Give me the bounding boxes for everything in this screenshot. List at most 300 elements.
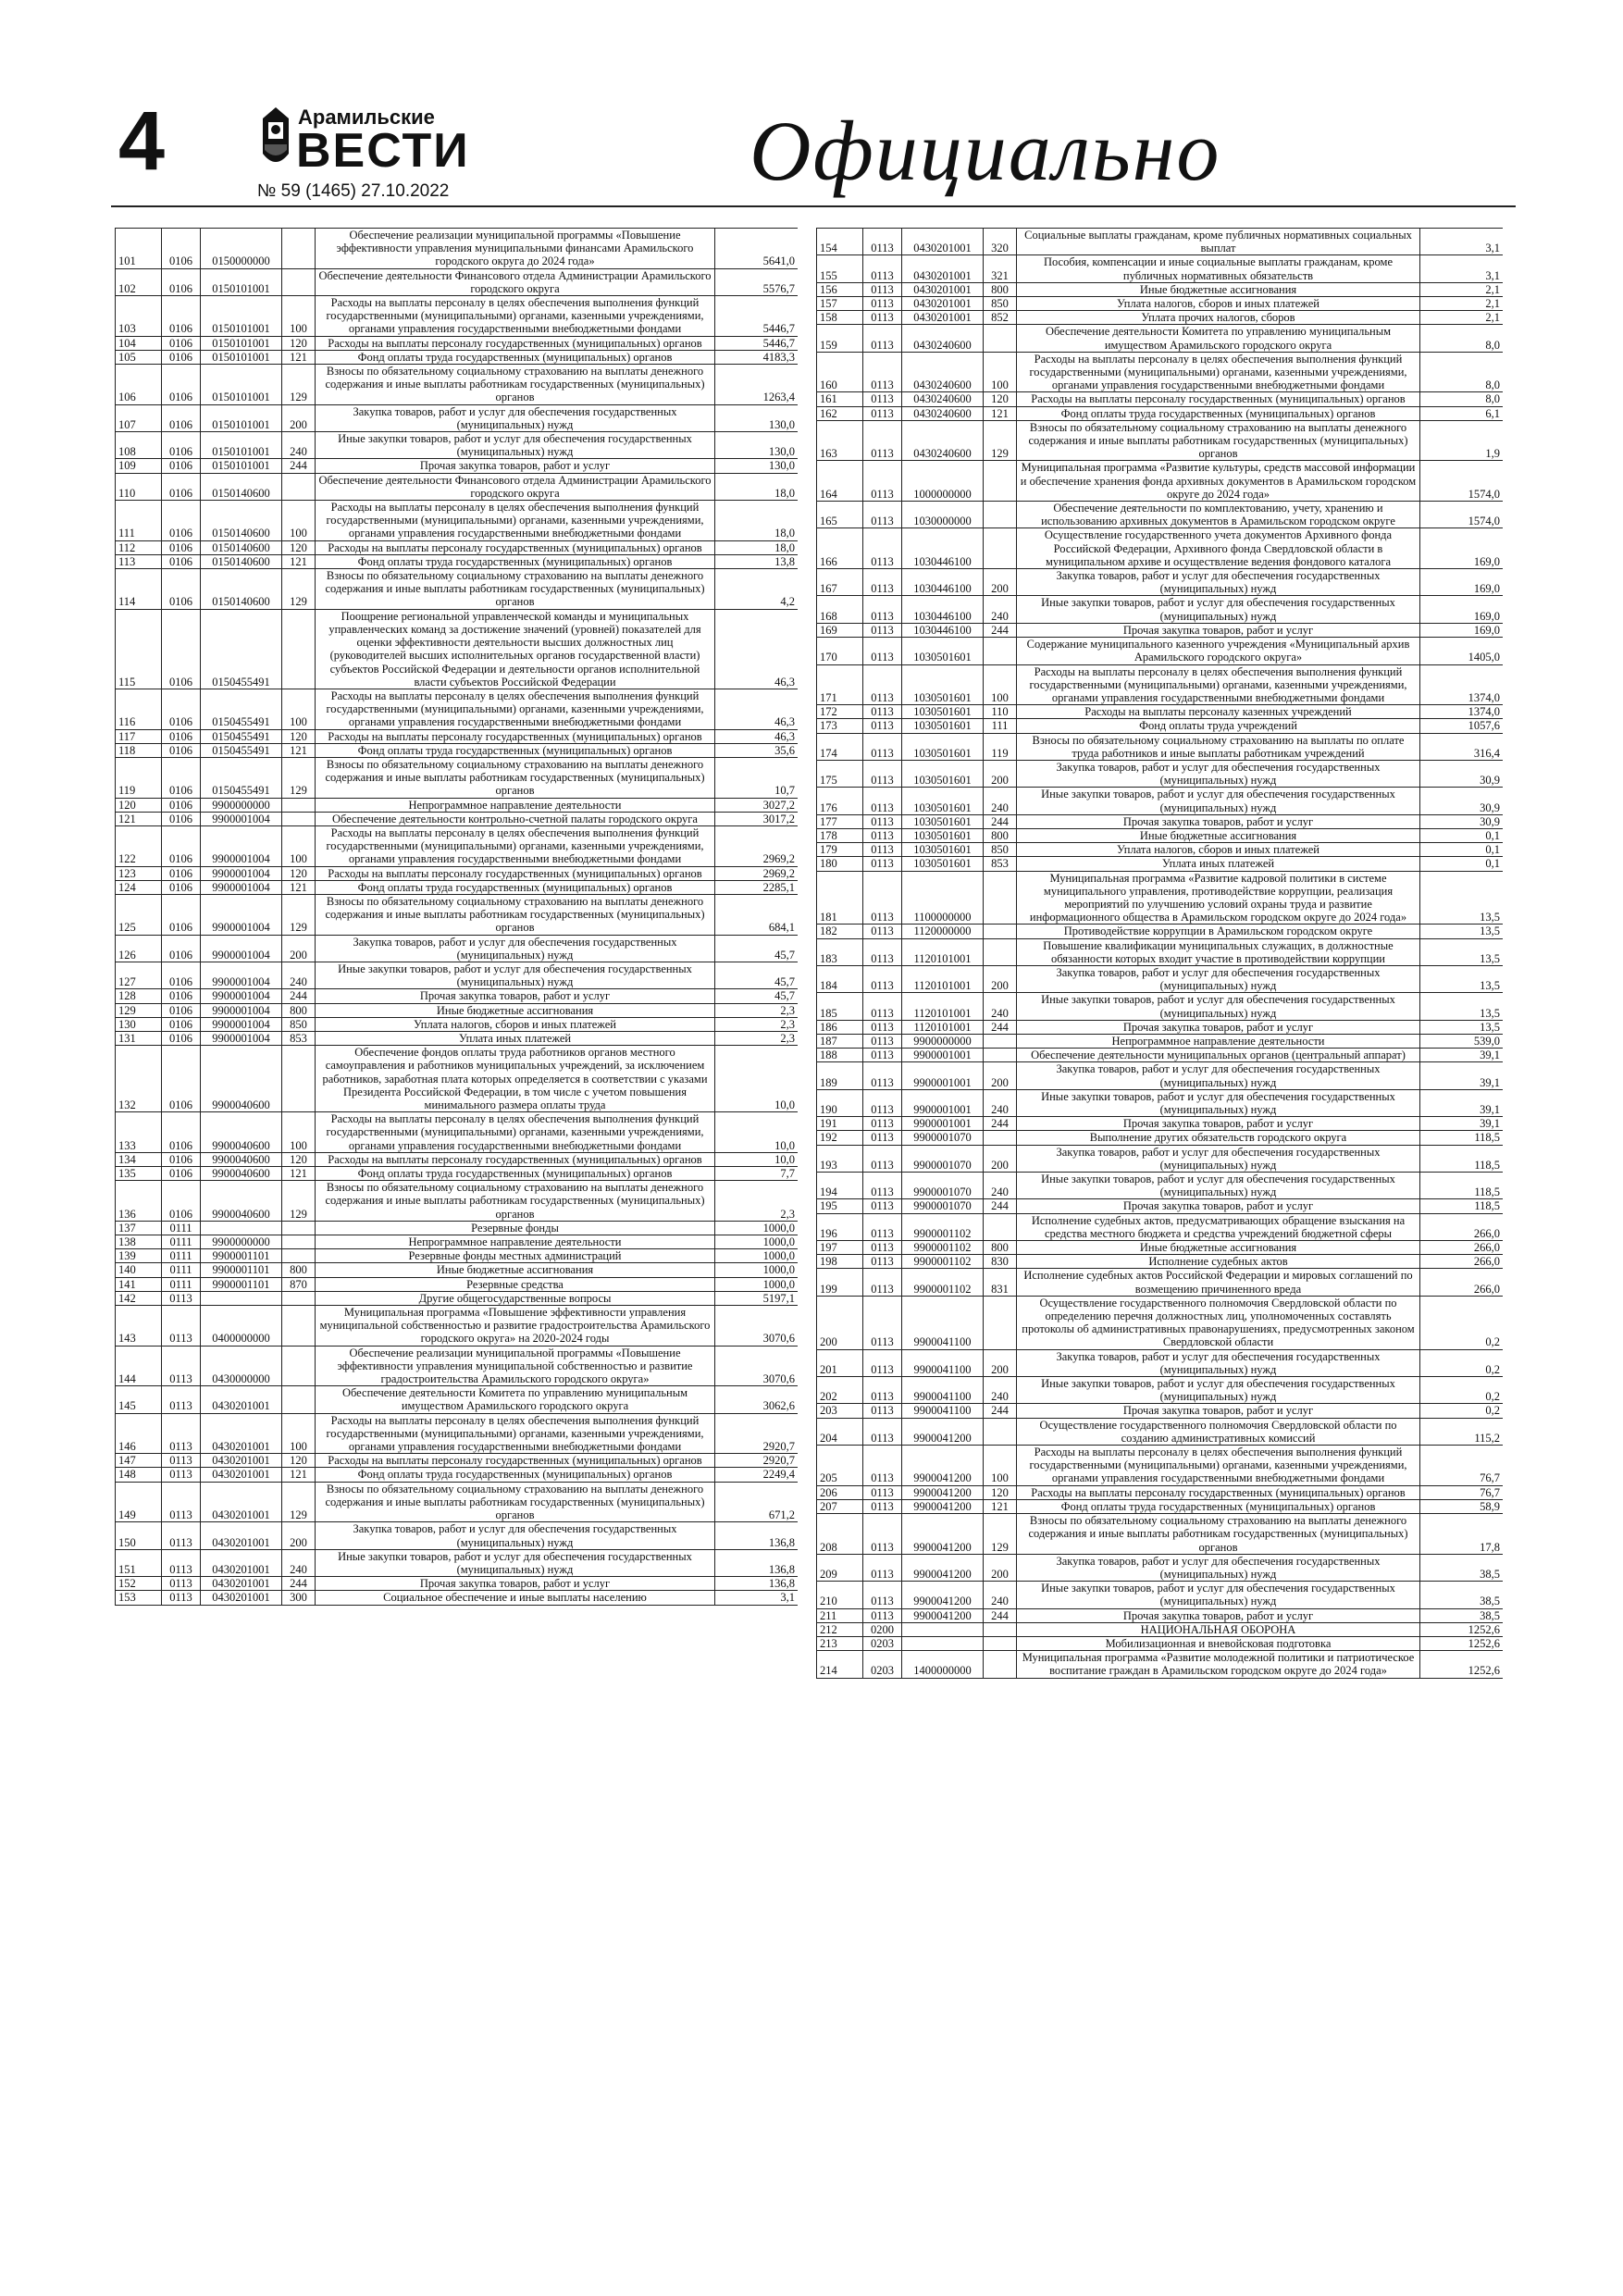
- row-number: 137: [116, 1221, 162, 1235]
- section-code: 0106: [162, 1017, 201, 1031]
- table-row: [817, 1608, 1504, 1622]
- section-code: 0113: [863, 229, 902, 255]
- expense-type: 244: [984, 1199, 1017, 1213]
- amount: 8,0: [1420, 352, 1504, 392]
- description: Непрограммное направление деятельности: [316, 798, 715, 812]
- row-number: 129: [116, 1003, 162, 1017]
- table-row: [116, 1017, 799, 1031]
- description: Взносы по обязательному социальному страхованию на выплаты денежного содержания и иные выплаты работникам государственных (муниципальных) органов: [316, 569, 715, 610]
- description: Обеспечение деятельности Финансового отдела Администрации Арамильского городского округа: [316, 473, 715, 500]
- target-code: 0430201001: [201, 1482, 282, 1522]
- expense-type: [984, 528, 1017, 569]
- section-code: 0106: [162, 894, 201, 935]
- expense-type: 100: [984, 664, 1017, 705]
- expense-type: 244: [282, 459, 316, 473]
- amount: 1000,0: [715, 1249, 799, 1263]
- target-code: 9900001001: [902, 1062, 984, 1089]
- amount: 169,0: [1420, 528, 1504, 569]
- amount: 1057,6: [1420, 719, 1504, 733]
- expense-type: 121: [282, 880, 316, 894]
- section-code: 0106: [162, 365, 201, 405]
- row-number: 114: [116, 569, 162, 610]
- description: Исполнение судебных актов: [1017, 1255, 1420, 1269]
- expense-type: 100: [282, 689, 316, 729]
- row-number: 155: [817, 255, 863, 282]
- table-row: [817, 733, 1504, 760]
- row-number: 149: [116, 1482, 162, 1522]
- description: Обеспечение фондов оплаты труда работников органов местного самоуправления и работников муниципальных учреждений, за исключением работников, заработная плата которых определяется в соответствии с указами Президента Российской Федерации, в том числе с учетом повышения минимального размера оплаты труда: [316, 1046, 715, 1112]
- expense-type: 129: [282, 757, 316, 798]
- expense-type: [282, 812, 316, 825]
- description: Прочая закупка товаров, работ и услуг: [1017, 1020, 1420, 1034]
- table-row: [116, 1291, 799, 1305]
- table-row: [116, 404, 799, 431]
- target-code: 0150101001: [201, 336, 282, 350]
- expense-type: 244: [984, 1117, 1017, 1131]
- amount: 6,1: [1420, 406, 1504, 420]
- amount: 0,2: [1420, 1377, 1504, 1404]
- target-code: 9900001004: [201, 989, 282, 1003]
- amount: 13,5: [1420, 965, 1504, 992]
- target-code: 1030501601: [902, 843, 984, 857]
- description: Осуществление государственного учета документов Архивного фонда Российской Федерации, Архивного фонда Свердловской области в муниципальном архиве и осуществление ведения фондового каталога: [1017, 528, 1420, 569]
- section-code: 0113: [863, 1554, 902, 1581]
- section-code: 0113: [863, 993, 902, 1020]
- target-code: 9900001004: [201, 880, 282, 894]
- target-code: 0150455491: [201, 743, 282, 757]
- expense-type: [984, 938, 1017, 965]
- amount: 118,5: [1420, 1131, 1504, 1145]
- amount: 46,3: [715, 689, 799, 729]
- description: Обеспечение деятельности Комитета по управлению муниципальным имуществом Арамильского городского округа: [1017, 325, 1420, 352]
- amount: 266,0: [1420, 1213, 1504, 1240]
- amount: 136,8: [715, 1549, 799, 1576]
- expense-type: 800: [984, 282, 1017, 296]
- section-code: 0113: [863, 406, 902, 420]
- section-code: 0113: [162, 1454, 201, 1468]
- amount: 0,2: [1420, 1349, 1504, 1376]
- table-row: [116, 554, 799, 568]
- section-code: 0113: [863, 857, 902, 871]
- row-number: 200: [817, 1296, 863, 1349]
- row-number: 148: [116, 1468, 162, 1482]
- table-row: [817, 1377, 1504, 1404]
- expense-type: 200: [984, 965, 1017, 992]
- section-code: 0106: [162, 743, 201, 757]
- target-code: 0430240600: [902, 420, 984, 461]
- row-number: 123: [116, 866, 162, 880]
- expense-type: 121: [282, 554, 316, 568]
- target-code: 0150101001: [201, 365, 282, 405]
- table-row: [817, 965, 1504, 992]
- section-code: 0113: [863, 623, 902, 637]
- expense-type: [984, 325, 1017, 352]
- target-code: 0150140600: [201, 569, 282, 610]
- amount: 1574,0: [1420, 461, 1504, 502]
- target-code: 1030446100: [902, 596, 984, 623]
- row-number: 196: [817, 1213, 863, 1240]
- row-number: 119: [116, 757, 162, 798]
- row-number: 181: [817, 871, 863, 925]
- row-number: 192: [817, 1131, 863, 1145]
- table-row: [817, 925, 1504, 938]
- description: Содержание муниципального казенного учреждения «Муниципальный архив Арамильского городского округа»: [1017, 638, 1420, 664]
- amount: 39,1: [1420, 1049, 1504, 1062]
- row-number: 160: [817, 352, 863, 392]
- amount: 1000,0: [715, 1235, 799, 1249]
- table-row: [116, 1522, 799, 1549]
- budget-table-left: [115, 228, 798, 2277]
- amount: 2,3: [715, 1017, 799, 1031]
- expense-type: 120: [282, 1454, 316, 1468]
- expense-type: 240: [984, 788, 1017, 814]
- section-code: 0113: [863, 871, 902, 925]
- expense-type: [984, 1622, 1017, 1636]
- target-code: 0150140600: [201, 473, 282, 500]
- section-code: 0113: [863, 596, 902, 623]
- table-row: [817, 828, 1504, 842]
- table-row: [116, 268, 799, 295]
- table-row: [817, 1554, 1504, 1581]
- section-code: 0106: [162, 336, 201, 350]
- table-row: [817, 1446, 1504, 1486]
- description: Иные бюджетные ассигнования: [1017, 1241, 1420, 1255]
- section-code: 0113: [162, 1346, 201, 1386]
- amount: 3027,2: [715, 798, 799, 812]
- table-row: [116, 880, 799, 894]
- target-code: 0430201001: [902, 255, 984, 282]
- expense-type: 800: [282, 1263, 316, 1277]
- expense-type: 129: [282, 569, 316, 610]
- description: Прочая закупка товаров, работ и услуг: [1017, 1117, 1420, 1131]
- section-code: 0203: [863, 1636, 902, 1650]
- row-number: 158: [817, 311, 863, 325]
- description: Расходы на выплаты персоналу государственных (муниципальных) органов: [1017, 1485, 1420, 1499]
- section-code: 0113: [863, 664, 902, 705]
- amount: 2969,2: [715, 825, 799, 866]
- amount: 4183,3: [715, 350, 799, 364]
- target-code: 1000000000: [902, 461, 984, 502]
- description: Обеспечение деятельности по комплектованию, учету, хранению и использованию архивных документов в Арамильском городском округе: [1017, 502, 1420, 528]
- target-code: 0430201001: [201, 1468, 282, 1482]
- target-code: 0150140600: [201, 501, 282, 541]
- amount: 18,0: [715, 540, 799, 554]
- table-row: [116, 935, 799, 962]
- row-number: 135: [116, 1167, 162, 1181]
- target-code: 0150101001: [201, 459, 282, 473]
- expense-type: [984, 871, 1017, 925]
- row-number: 127: [116, 962, 162, 988]
- expense-type: 800: [282, 1003, 316, 1017]
- section-code: 0113: [863, 1514, 902, 1555]
- row-number: 134: [116, 1152, 162, 1166]
- description: Взносы по обязательному социальному страхованию на выплаты денежного содержания и иные выплаты работникам государственных (муниципальных) органов: [316, 1482, 715, 1522]
- section-code: 0113: [863, 760, 902, 787]
- amount: 2,1: [1420, 282, 1504, 296]
- target-code: 0430201001: [201, 1386, 282, 1413]
- amount: 539,0: [1420, 1034, 1504, 1048]
- target-code: 9900041100: [902, 1296, 984, 1349]
- description: Закупка товаров, работ и услуг для обеспечения государственных (муниципальных) нужд: [316, 1522, 715, 1549]
- section-code: 0113: [863, 733, 902, 760]
- table-row: [116, 1167, 799, 1181]
- amount: 169,0: [1420, 569, 1504, 596]
- description: Иные бюджетные ассигнования: [316, 1263, 715, 1277]
- expense-type: 200: [984, 1062, 1017, 1089]
- table-row: [116, 894, 799, 935]
- row-number: 175: [817, 760, 863, 787]
- section-code: 0106: [162, 757, 201, 798]
- description: Выполнение других обязательств городского округа: [1017, 1131, 1420, 1145]
- expense-type: 100: [282, 1112, 316, 1153]
- table-row: [116, 689, 799, 729]
- section-code: 0113: [863, 719, 902, 733]
- target-code: 0150455491: [201, 609, 282, 689]
- amount: 3,1: [1420, 255, 1504, 282]
- row-number: 140: [116, 1263, 162, 1277]
- row-number: 151: [116, 1549, 162, 1576]
- description: Взносы по обязательному социальному страхованию на выплаты денежного содержания и иные выплаты работникам государственных (муниципальных) органов: [316, 757, 715, 798]
- expense-type: [984, 1213, 1017, 1240]
- target-code: 1030446100: [902, 528, 984, 569]
- coat-of-arms-icon: [263, 107, 289, 162]
- target-code: 9900001101: [201, 1263, 282, 1277]
- amount: 45,7: [715, 962, 799, 988]
- target-code: 9900040600: [201, 1112, 282, 1153]
- table-row: [817, 420, 1504, 461]
- amount: 5641,0: [715, 229, 799, 269]
- table-row: [116, 989, 799, 1003]
- table-row: [116, 432, 799, 459]
- table-row: [817, 938, 1504, 965]
- description: Муниципальная программа «Развитие культуры, средств массовой информации и обеспечение хранения фонда архивных документов в Арамильском городском округе до 2024 года»: [1017, 461, 1420, 502]
- target-code: 9900001004: [201, 866, 282, 880]
- table-row: [116, 825, 799, 866]
- section-code: 0113: [863, 1349, 902, 1376]
- description: Поощрение региональной управленческой команды и муниципальных управленческих команд за достижение значений (уровней) показателей для оценки эффективности деятельности высших должностных лиц (руководителей высших исполнительных органов государственной власти) субъектов Российской Федерации и деятельности органов исполнительной власти субъектов Российской Федерации: [316, 609, 715, 689]
- target-code: 1120101001: [902, 965, 984, 992]
- amount: 35,6: [715, 743, 799, 757]
- target-code: 0430240600: [902, 406, 984, 420]
- expense-type: 129: [984, 1514, 1017, 1555]
- expense-type: [282, 1306, 316, 1347]
- table-row: [116, 296, 799, 337]
- amount: 2920,7: [715, 1454, 799, 1468]
- table-row: [116, 1468, 799, 1482]
- table-row: [817, 569, 1504, 596]
- row-number: 173: [817, 719, 863, 733]
- target-code: 1030501601: [902, 857, 984, 871]
- section-code: 0113: [863, 828, 902, 842]
- description: Социальное обеспечение и иные выплаты населению: [316, 1591, 715, 1605]
- table-row: [817, 993, 1504, 1020]
- row-number: 165: [817, 502, 863, 528]
- description: Прочая закупка товаров, работ и услуг: [1017, 814, 1420, 828]
- target-code: 0430000000: [201, 1346, 282, 1386]
- section-code: 0113: [863, 705, 902, 719]
- description: Уплата налогов, сборов и иных платежей: [316, 1017, 715, 1031]
- expense-type: 830: [984, 1255, 1017, 1269]
- amount: 2,3: [715, 1003, 799, 1017]
- description: Иные закупки товаров, работ и услуг для обеспечения государственных (муниципальных) нужд: [1017, 1089, 1420, 1116]
- target-code: 9900041200: [902, 1499, 984, 1513]
- description: Расходы на выплаты персоналу в целях обеспечения выполнения функций государственными (муниципальными) органами, казенными учреждениями, органами управления государственными внебюджетными фондами: [316, 296, 715, 337]
- table-row: [817, 1582, 1504, 1608]
- table-row: [817, 596, 1504, 623]
- table-row: [817, 311, 1504, 325]
- section-code: 0113: [863, 297, 902, 311]
- amount: 30,9: [1420, 760, 1504, 787]
- section-code: 0113: [863, 1404, 902, 1418]
- target-code: 0150455491: [201, 757, 282, 798]
- section-code: 0113: [863, 502, 902, 528]
- expense-type: [282, 1046, 316, 1112]
- description: Прочая закупка товаров, работ и услуг: [1017, 1404, 1420, 1418]
- target-code: 0430201001: [201, 1577, 282, 1591]
- amount: 13,5: [1420, 871, 1504, 925]
- section-code: 0106: [162, 432, 201, 459]
- logo-top-text: Арамильские: [298, 105, 435, 129]
- section-code: 0113: [863, 1418, 902, 1445]
- target-code: 0150140600: [201, 540, 282, 554]
- section-code: 0113: [863, 1199, 902, 1213]
- target-code: 1030501601: [902, 638, 984, 664]
- description: Взносы по обязательному социальному страхованию на выплаты по оплате труда работников и иные выплаты работникам учреждений: [1017, 733, 1420, 760]
- amount: 671,2: [715, 1482, 799, 1522]
- row-number: 179: [817, 843, 863, 857]
- target-code: 9900040600: [201, 1046, 282, 1112]
- description: Расходы на выплаты персоналу государственных (муниципальных) органов: [316, 336, 715, 350]
- row-number: 139: [116, 1249, 162, 1263]
- expense-type: 120: [984, 1485, 1017, 1499]
- description: Социальные выплаты гражданам, кроме публичных нормативных социальных выплат: [1017, 229, 1420, 255]
- table-row: [116, 1235, 799, 1249]
- row-number: 120: [116, 798, 162, 812]
- description: Иные закупки товаров, работ и услуг для обеспечения государственных (муниципальных) нужд: [316, 1549, 715, 1576]
- row-number: 116: [116, 689, 162, 729]
- row-number: 189: [817, 1062, 863, 1089]
- table-row: [116, 729, 799, 743]
- target-code: 9900001004: [201, 894, 282, 935]
- amount: 130,0: [715, 459, 799, 473]
- expense-type: 100: [984, 1446, 1017, 1486]
- target-code: 9900041200: [902, 1554, 984, 1581]
- table-row: [116, 459, 799, 473]
- row-number: 210: [817, 1582, 863, 1608]
- table-row: [116, 501, 799, 541]
- expense-type: 121: [282, 1167, 316, 1181]
- description: Уплата прочих налогов, сборов: [1017, 311, 1420, 325]
- section-code: 0113: [863, 1034, 902, 1048]
- target-code: 1030501601: [902, 705, 984, 719]
- newspaper-logo: [257, 102, 489, 176]
- amount: 39,1: [1420, 1117, 1504, 1131]
- row-number: 159: [817, 325, 863, 352]
- amount: 18,0: [715, 473, 799, 500]
- amount: 8,0: [1420, 392, 1504, 406]
- row-number: 126: [116, 935, 162, 962]
- target-code: 9900001001: [902, 1089, 984, 1116]
- target-code: [902, 1636, 984, 1650]
- amount: 0,1: [1420, 857, 1504, 871]
- row-number: 131: [116, 1031, 162, 1045]
- expense-type: 200: [984, 760, 1017, 787]
- description: Уплата налогов, сборов и иных платежей: [1017, 297, 1420, 311]
- description: Фонд оплаты труда государственных (муниципальных) органов: [316, 880, 715, 894]
- row-number: 104: [116, 336, 162, 350]
- expense-type: 121: [282, 350, 316, 364]
- row-number: 164: [817, 461, 863, 502]
- amount: 2,1: [1420, 297, 1504, 311]
- row-number: 213: [817, 1636, 863, 1650]
- row-number: 121: [116, 812, 162, 825]
- amount: 2249,4: [715, 1468, 799, 1482]
- expense-type: 870: [282, 1277, 316, 1291]
- amount: 0,2: [1420, 1404, 1504, 1418]
- row-number: 110: [116, 473, 162, 500]
- expense-type: [282, 1346, 316, 1386]
- expense-type: 240: [282, 432, 316, 459]
- section-code: 0113: [863, 1089, 902, 1116]
- expense-type: 129: [282, 1482, 316, 1522]
- expense-type: 240: [984, 1089, 1017, 1116]
- amount: 10,0: [715, 1152, 799, 1166]
- expense-type: 120: [282, 866, 316, 880]
- section-code: 0106: [162, 825, 201, 866]
- row-number: 195: [817, 1199, 863, 1213]
- row-number: 152: [116, 1577, 162, 1591]
- table-row: [817, 788, 1504, 814]
- amount: 130,0: [715, 404, 799, 431]
- target-code: 1400000000: [902, 1651, 984, 1678]
- section-code: 0113: [863, 1241, 902, 1255]
- amount: 1405,0: [1420, 638, 1504, 664]
- row-number: 136: [116, 1181, 162, 1222]
- target-code: [201, 1221, 282, 1235]
- amount: 38,5: [1420, 1582, 1504, 1608]
- description: Резервные фонды местных администраций: [316, 1249, 715, 1263]
- expense-type: 240: [984, 596, 1017, 623]
- row-number: 146: [116, 1413, 162, 1454]
- description: Фонд оплаты труда государственных (муниципальных) органов: [1017, 1499, 1420, 1513]
- section-code: 0113: [162, 1577, 201, 1591]
- row-number: 144: [116, 1346, 162, 1386]
- target-code: 0430201001: [902, 297, 984, 311]
- expense-type: 120: [282, 729, 316, 743]
- expense-type: [282, 1221, 316, 1235]
- target-code: 9900001070: [902, 1199, 984, 1213]
- section-code: 0113: [863, 1020, 902, 1034]
- section-code: 0113: [863, 965, 902, 992]
- section-code: 0113: [863, 1296, 902, 1349]
- amount: 118,5: [1420, 1145, 1504, 1172]
- row-number: 180: [817, 857, 863, 871]
- amount: 3,1: [1420, 229, 1504, 255]
- row-number: 157: [817, 297, 863, 311]
- amount: 1374,0: [1420, 705, 1504, 719]
- table-row: [116, 1249, 799, 1263]
- section-code: 0113: [863, 311, 902, 325]
- row-number: 191: [817, 1117, 863, 1131]
- section-code: 0106: [162, 1003, 201, 1017]
- table-row: [116, 1346, 799, 1386]
- section-code: 0106: [162, 1046, 201, 1112]
- description: Обеспечение деятельности Комитета по управлению муниципальным имуществом Арамильского городского округа: [316, 1386, 715, 1413]
- target-code: 0430240600: [902, 392, 984, 406]
- description: Прочая закупка товаров, работ и услуг: [316, 989, 715, 1003]
- page-number: 4: [118, 95, 166, 188]
- description: Закупка товаров, работ и услуг для обеспечения государственных (муниципальных) нужд: [316, 404, 715, 431]
